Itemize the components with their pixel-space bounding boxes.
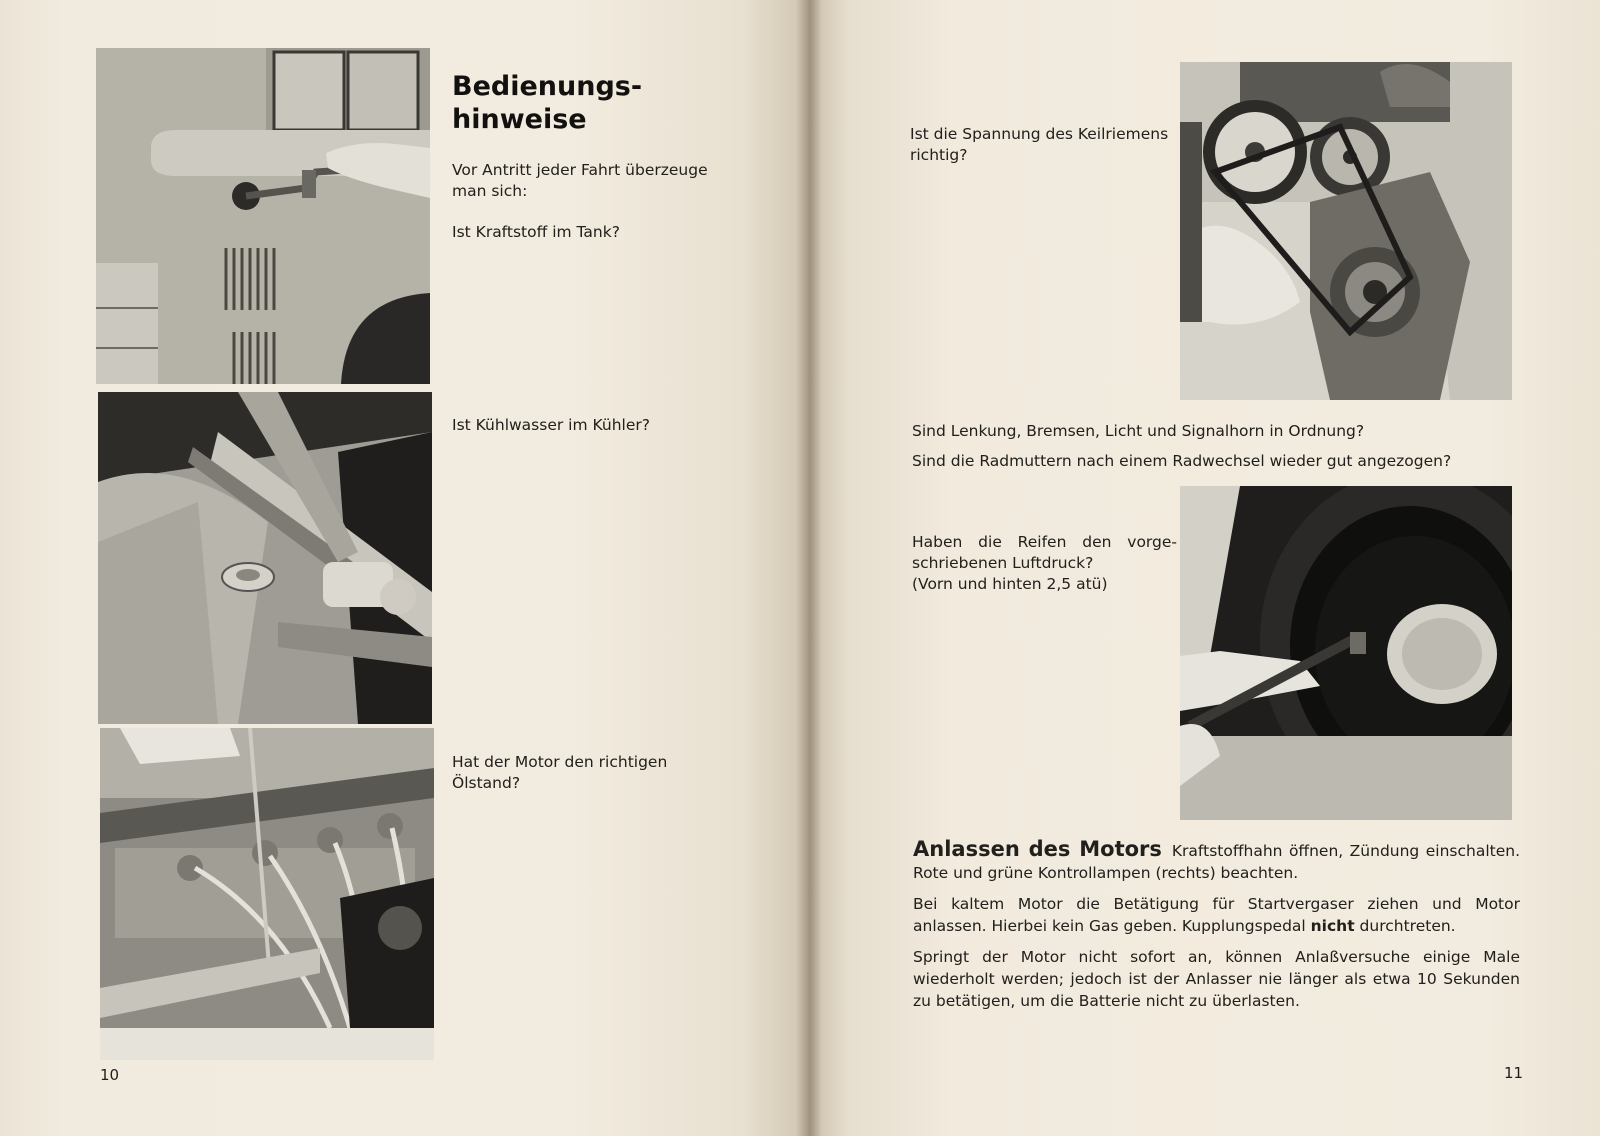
question-belt: Ist die Spannung des Keilriemens richtig?: [910, 125, 1169, 164]
start-p2-before: Bei kaltem Motor die Betätigung für Startvergaser ziehen und Motor anlassen. Hierbei kein Gas geben. Kupplungspedal: [913, 895, 1520, 935]
start-p1-text: Kraftstoffhahn öffnen, Zündung einschalten. Rote und grüne Kontrollampen (rechts) beachten.: [913, 842, 1520, 882]
wheel-nuts-photo: [1180, 486, 1512, 820]
heading-line-1: Bedienungs-: [452, 71, 643, 102]
start-p2-bold: nicht: [1310, 917, 1355, 935]
start-p2-after: durchtreten.: [1354, 917, 1456, 935]
radiator-filling-photo: [98, 392, 432, 724]
instructions-heading: [452, 70, 712, 136]
start-paragraph-2: [913, 893, 1520, 937]
page-number-right: 11: [1504, 1064, 1524, 1082]
tires-line-2: schriebenen Luftdruck?: [912, 554, 1094, 572]
fuel-filling-photo: [96, 48, 430, 384]
starting-engine-title: Anlassen des Motors: [913, 837, 1162, 861]
start-paragraph-1: [913, 838, 1520, 884]
question-steering: Sind Lenkung, Bremsen, Licht und Signalhorn in Ordnung?: [912, 422, 1365, 440]
page-number-left: 10: [100, 1066, 120, 1084]
intro-text: Vor Antritt jeder Fahrt überzeuge man sich:: [452, 161, 708, 200]
tires-line-1: Haben die Reifen den vorge-: [912, 533, 1177, 551]
question-fuel: Ist Kraftstoff im Tank?: [452, 223, 620, 241]
tires-line-3: (Vorn und hinten 2,5 atü): [912, 575, 1108, 593]
starting-engine-section: [913, 838, 1520, 1021]
v-belt-photo: [1180, 62, 1512, 400]
question-wheel-nuts: Sind die Radmuttern nach einem Radwechsel wieder gut angezogen?: [912, 452, 1452, 470]
start-paragraph-3: Springt der Motor nicht sofort an, können Anlaßversuche einige Male wiederholt werden; jedoch ist der Anlasser nie länger als etwa 10 Sekunden zu betätigen, um die Batterie nicht zu überlasten.: [913, 948, 1520, 1010]
question-coolant: Ist Kühlwasser im Kühler?: [452, 416, 650, 434]
question-tires: [912, 532, 1177, 595]
oil-dipstick-photo: [100, 728, 434, 1060]
question-oil: Hat der Motor den richtigen Ölstand?: [452, 753, 668, 792]
heading-line-2: hinweise: [452, 104, 587, 135]
